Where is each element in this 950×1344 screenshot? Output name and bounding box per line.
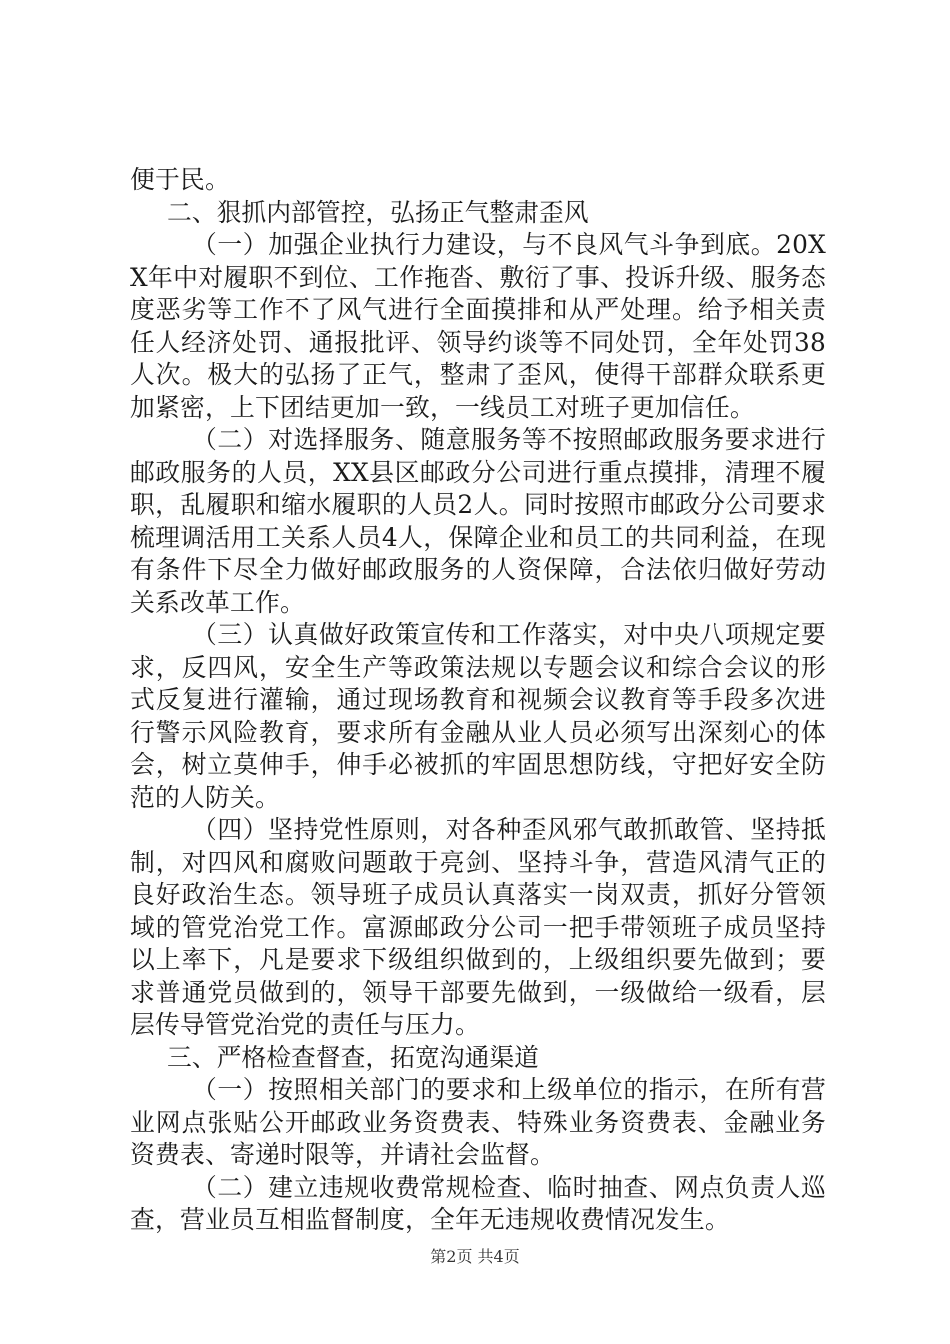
paragraph-3-2: （二）建立违规收费常规检查、临时抽查、网点负责人巡查，营业员互相监督制度，全年无违规收费情况发生。 [130,1172,826,1234]
paragraph-2-3: （三）认真做好政策宣传和工作落实，对中央八项规定要求，反四风，安全生产等政策法规以专题会议和综合会议的形式反复进行灌输，通过现场教育和视频会议教育等手段多次进行警示风险教育，要求所有金融从业人员必须写出深刻心的体会，树立莫伸手，伸手必被抓的牢固思想防线，守把好安全防范的人防关。 [130,620,826,812]
paragraph-2-1: （一）加强企业执行力建设，与不良风气斗争到底。20XX年中对履职不到位、工作拖沓、敷衍了事、投诉升级、服务态度恶劣等工作不了风气进行全面摸排和从严处理。给予相关责任人经济处罚、通报批评、领导约谈等不同处罚，全年处罚38人次。极大的弘扬了正气，整肃了歪风，使得干部群众联系更加紧密，上下团结更加一致，一线员工对班子更加信任。 [130,230,826,422]
section-heading-3: 三、严格检查督查，拓宽沟通渠道 [167,1042,539,1072]
page-footer: 第2页 共4页 [430,1247,520,1266]
document-body [130,164,826,1237]
paragraph-2-2: （二）对选择服务、随意服务等不按照邮政服务要求进行邮政服务的人员，XX县区邮政分公司进行重点摸排，清理不履职，乱履职和缩水履职的人员2人。同时按照市邮政分公司要求梳理调活用工关系人员4人，保障企业和员工的共同利益，在现有条件下尽全力做好邮政服务的人资保障，合法依归做好劳动关系改革工作。 [130,425,826,617]
paragraph-continuation: 便于民。 [130,165,230,194]
paragraph-3-1: （一）按照相关部门的要求和上级单位的指示，在所有营业网点张贴公开邮政业务资费表、特殊业务资费表、金融业务资费表、寄递时限等，并请社会监督。 [130,1075,826,1169]
paragraph-2-4: （四）坚持党性原则，对各种歪风邪气敢抓敢管、坚持抵制，对四风和腐败问题敢于亮剑、坚持斗争，营造风清气正的良好政治生态。领导班子成员认真落实一岗双责，抓好分管领域的管党治党工作。富源邮政分公司一把手带领班子成员坚持以上率下，凡是要求下级组织做到的，上级组织要先做到；要求普通党员做到的，领导干部要先做到，一级做给一级看，层层传导管党治党的责任与压力。 [130,815,826,1039]
section-heading-2: 二、狠抓内部管控，弘扬正气整肃歪风 [167,197,589,227]
